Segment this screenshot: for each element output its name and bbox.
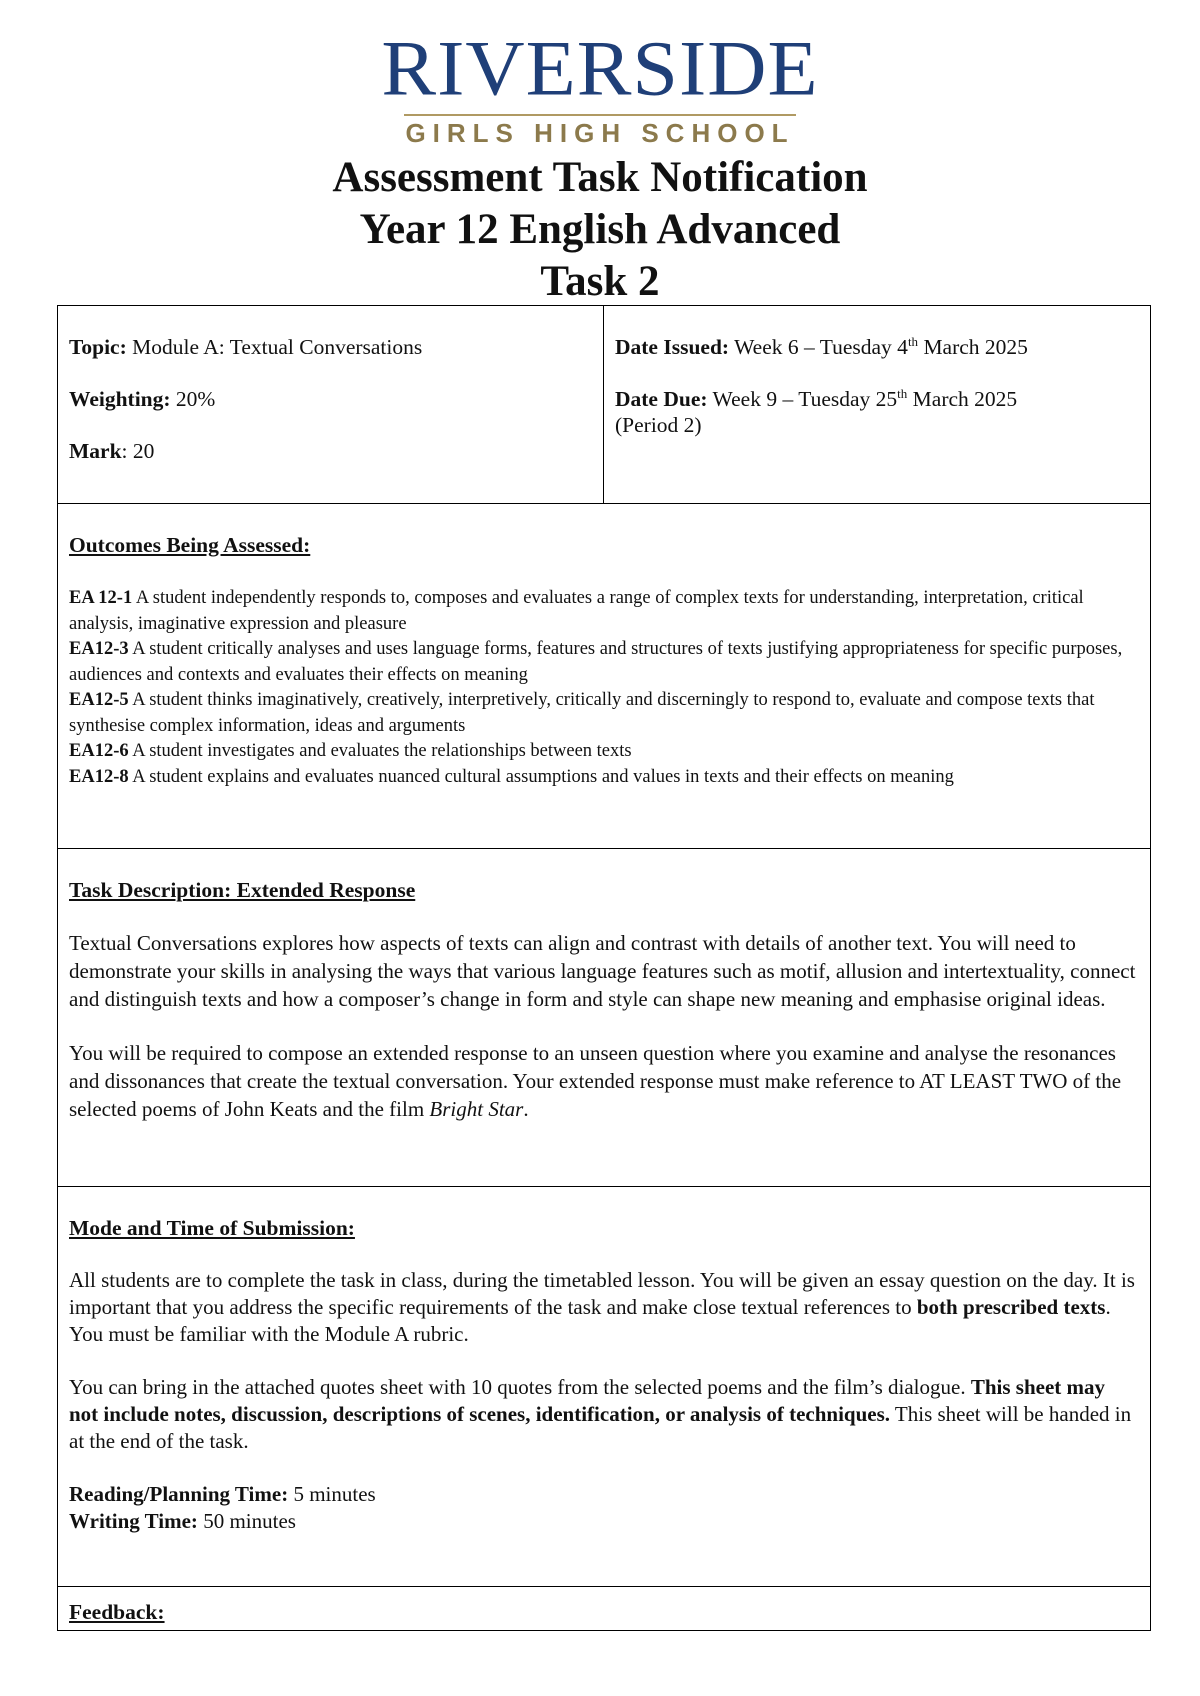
submission-paragraph-2: [69, 1374, 1139, 1455]
writing-time-label: Writing Time:: [69, 1509, 198, 1533]
outcome-text: A student investigates and evaluates the relationships between texts: [132, 741, 632, 761]
submission-heading: Mode and Time of Submission:: [69, 1216, 355, 1240]
topic-value: Module A: Textual Conversations: [132, 335, 423, 359]
submission-row: [58, 1186, 1150, 1586]
task-paragraph-2: [69, 1039, 1139, 1123]
film-title: Bright Star: [429, 1097, 524, 1121]
writing-time-line: [69, 1508, 1139, 1535]
date-issued-field: [615, 334, 1139, 360]
outcome-item: [69, 688, 1139, 739]
weighting-value: 20%: [175, 387, 216, 411]
submission-paragraph-1-end: . You must be familiar with the Module A rubric.: [69, 1295, 1111, 1346]
details-row: [58, 306, 1150, 503]
date-issued-label: Date Issued:: [615, 335, 730, 359]
date-due-month: March 2025: [912, 387, 1018, 411]
date-issued-suffix: th: [907, 333, 919, 349]
outcome-text: A student independently responds to, composes and evaluates a range of complex texts for understanding, interpretation, critical analysis, imaginative expression and pleasure: [69, 588, 1084, 634]
submission-paragraph-2-text: You can bring in the attached quotes sheet with 10 quotes from the selected poems and the film’s dialogue.: [69, 1375, 966, 1399]
date-issued-value: Week 6 – Tuesday 4: [734, 335, 908, 359]
mark-label: Mark: [69, 439, 122, 463]
task-paragraph-1: Textual Conversations explores how aspects of texts can align and contrast with details of another text. You will need to demonstrate your skills in analysing the ways that various language features such as motif, allusion and intertextuality, connect and distinguish texts and how a composer’s change in form and style can shape new meaning and emphasise original ideas.: [69, 931, 1136, 1011]
writing-time-value: 50 minutes: [203, 1509, 296, 1533]
task-paragraph-2-end: .: [523, 1097, 529, 1121]
quote-sheet-restriction: This sheet may not include notes, discussion, descriptions of scenes, identification, or analysis of techniques.: [69, 1375, 1106, 1426]
date-issued-month: March 2025: [923, 335, 1028, 359]
outcome-text: A student thinks imaginatively, creatively, interpretively, critically and discerningly to respond to, evaluate and compose texts that synthesise complex information, ideas and arguments: [69, 690, 1095, 736]
outcome-item: [69, 765, 1139, 791]
date-due-value: Week 9 – Tuesday 25: [712, 387, 898, 411]
date-due-field: [615, 386, 1139, 438]
feedback-row: [58, 1586, 1150, 1630]
outcome-code: EA12-6: [69, 741, 129, 761]
title-line-1: Assessment Task Notification: [332, 154, 868, 201]
outcome-code: EA12-3: [69, 639, 129, 659]
assessment-table: [57, 305, 1151, 1631]
outcome-code: EA12-5: [69, 690, 129, 710]
logo-wordmark: RIVERSIDE: [381, 25, 819, 112]
time-allocation: [69, 1481, 1139, 1535]
date-due-suffix: th: [897, 385, 908, 401]
school-logo: [0, 25, 1200, 148]
outcomes-list: [69, 586, 1139, 790]
reading-time-line: [69, 1481, 1139, 1508]
title-line-2: Year 12 English Advanced: [359, 206, 841, 253]
mark-field: [69, 438, 592, 464]
date-due-period: (Period 2): [615, 413, 702, 437]
task-heading: Task Description: Extended Response: [69, 878, 416, 902]
feedback-section: [58, 1587, 1150, 1625]
details-left-cell: [58, 306, 604, 503]
feedback-heading: Feedback:: [69, 1600, 165, 1624]
date-due-label: Date Due:: [615, 387, 708, 411]
logo-subtitle: GIRLS HIGH SCHOOL: [405, 118, 795, 148]
submission-paragraph-2-end: This sheet will be handed in at the end of the task.: [69, 1402, 1132, 1453]
outcomes-section: [58, 504, 1150, 790]
mark-value: : 20: [121, 439, 155, 463]
outcomes-heading: Outcomes Being Assessed:: [69, 533, 311, 557]
weighting-field: [69, 386, 592, 412]
outcome-item: [69, 739, 1139, 765]
topic-label: Topic:: [69, 335, 127, 359]
reading-time-value: 5 minutes: [293, 1482, 376, 1506]
logo-divider: [404, 114, 796, 116]
outcome-code: EA 12-1: [69, 588, 133, 608]
outcome-item: [69, 637, 1139, 688]
title-line-3: Task 2: [540, 258, 660, 305]
submission-paragraph-1-text: All students are to complete the task in class, during the timetabled lesson. You will be given an essay question on the day. It is important that you address the specific requirements of the task and make close textual references to: [69, 1268, 1135, 1319]
outcome-text: A student critically analyses and uses language forms, features and structures of texts justifying appropriateness for specific purposes, audiences and contexts and evaluates their effects on meaning: [69, 639, 1123, 685]
submission-section: [58, 1187, 1150, 1535]
weighting-label: Weighting:: [69, 387, 171, 411]
outcome-text: A student explains and evaluates nuanced cultural assumptions and values in texts and their effects on meaning: [132, 766, 954, 787]
task-section: [58, 849, 1150, 1123]
document-title: [0, 152, 1200, 308]
submission-paragraph-1: [69, 1267, 1139, 1348]
outcome-code: EA12-8: [69, 766, 129, 787]
details-right-cell: [604, 306, 1150, 503]
reading-time-label: Reading/Planning Time:: [69, 1482, 289, 1506]
outcome-item: [69, 586, 1139, 637]
task-paragraph-2-text: You will be required to compose an extended response to an unseen question where you examine and analyse the resonances and dissonances that create the textual conversation. Your extended response must make reference to AT LEAST TWO of the selected poems of John Keats and the film: [69, 1041, 1122, 1121]
prescribed-texts-emphasis: both prescribed texts: [916, 1295, 1106, 1319]
task-description-row: [58, 848, 1150, 1186]
topic-field: [69, 334, 592, 360]
outcomes-row: [58, 503, 1150, 848]
